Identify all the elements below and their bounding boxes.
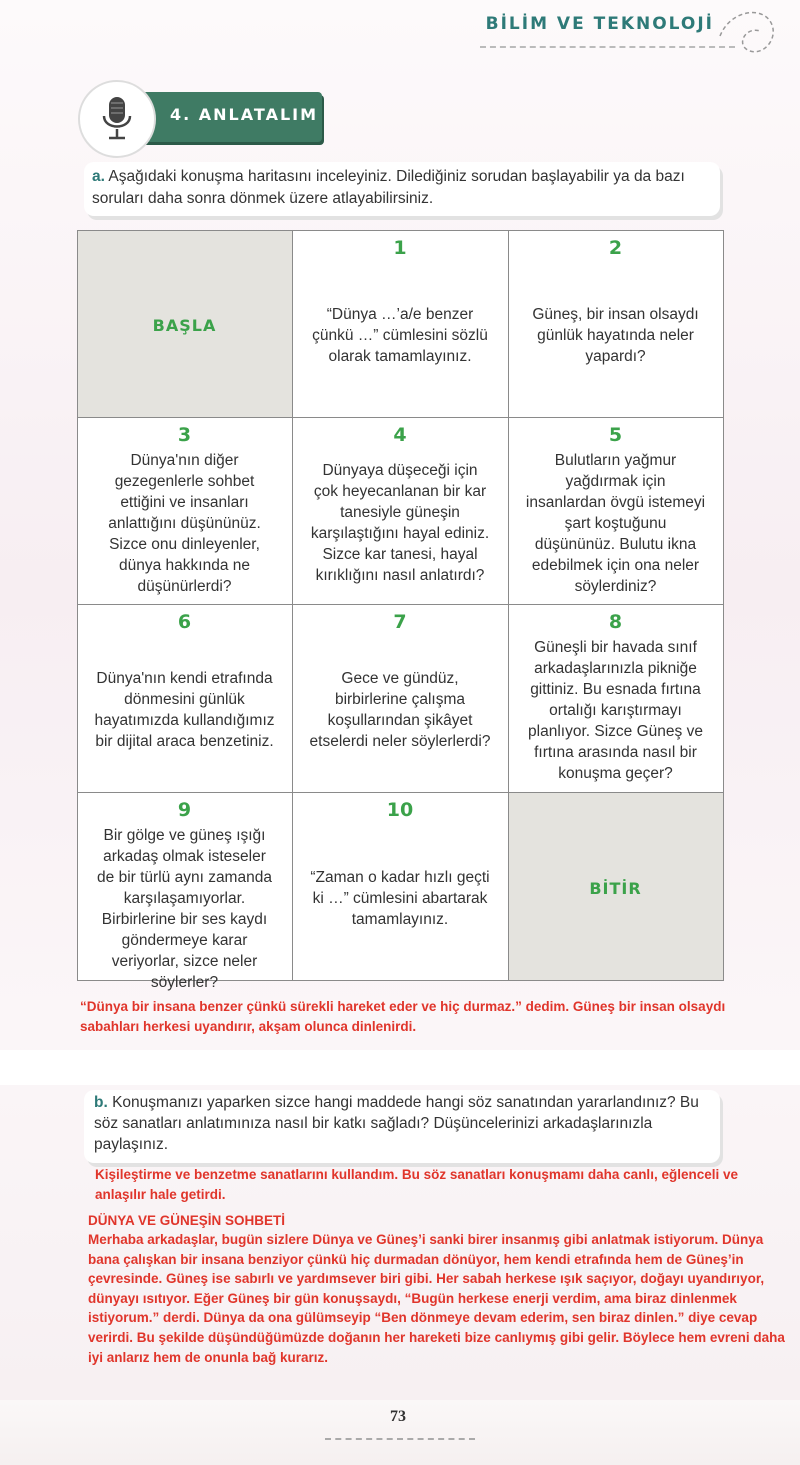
cell-number: 7 bbox=[393, 610, 407, 633]
divider-strip bbox=[0, 1050, 800, 1085]
cell-number: 9 bbox=[177, 798, 192, 821]
cell-text: Dünyaya düşeceği için çok heyecanlanan bir kar tanesiyle güneşin karşılaştığını hayal ediniz. Sizce kar tanesi, hayal kırıklığını nasıl anlatırdı? bbox=[310, 461, 490, 584]
conversation-map-grid bbox=[77, 230, 723, 991]
cell-text: Dünya'nın kendi etrafında dönmesini günlük hayatımızda kullandığımız bir dijital araca benzetiniz. bbox=[94, 670, 275, 750]
footer-divider bbox=[325, 1438, 475, 1440]
cell-text: Güneş, bir insan olsaydı günlük hayatında neler yapardı? bbox=[532, 306, 699, 365]
cell-number: 8 bbox=[608, 610, 623, 633]
cell-number: 2 bbox=[608, 236, 623, 259]
end-cell bbox=[508, 792, 724, 981]
question-b-box bbox=[84, 1090, 720, 1163]
map-cell-2 bbox=[508, 230, 724, 418]
map-cell-4 bbox=[292, 417, 509, 605]
cell-text: “Zaman o kadar hızlı geçti ki …” cümlesini abartarak tamamlayınız. bbox=[310, 868, 490, 928]
start-cell bbox=[77, 230, 293, 418]
start-label: BAŞLA bbox=[152, 316, 217, 335]
map-cell-9 bbox=[77, 792, 293, 991]
cell-number: 6 bbox=[177, 610, 192, 633]
essay-body: Merhaba arkadaşlar, bugün sizlere Dünya ve Güneş’i sanki birer insanmış gibi anlatmak istiyorum. Dünya bana çalışkan bir insana benziyor çünkü hiç durmadan dönüyor, hem kendi etrafında hem de Güneş’in çevresinde. Güneş ise sabırlı ve yardımsever biri gibi. Her sabah herkese ışık saçıyor, doğayı uyandırıyor, dünyayı ısıtıyor. Eğer Güneş bir gün konuşsaydı, “Bugün herkese enerji verdim, ama biraz dinlenmek istiyorum.” derdi. Dünya da ona gülümseyip “Ben dönmeye devam ederim, sen biraz dinlen.” diye cevap verirdi. Bu şekilde düşündüğümüzde doğanın her hareketi bize canlıymış gibi gelir. Böylece hem evreni daha iyi anlarız hem de onunla bağ kurarız. bbox=[88, 1232, 785, 1365]
map-cell-3 bbox=[77, 417, 293, 605]
cell-text: Güneşli bir havada sınıf arkadaşlarınızla pikniğe gittiniz. Bu esnada fırtına ortalığı karıştırmayı planlıyor. Sizce Güneş ve fırtına arasında nasıl bir konuşma geçer? bbox=[528, 638, 703, 782]
question-a-letter: a. bbox=[92, 168, 105, 185]
map-cell-7 bbox=[292, 604, 509, 793]
question-a-box bbox=[84, 162, 720, 216]
question-a-text: Aşağıdaki konuşma haritasını inceleyiniz. Dilediğiniz sorudan başlayabilir ya da bazı soruları daha sonra dönmek üzere atlayabilirsiniz. bbox=[92, 168, 685, 207]
map-cell-6 bbox=[77, 604, 293, 793]
header-title: BİLİM VE TEKNOLOJİ bbox=[485, 14, 714, 34]
cell-text: Bir gölge ve güneş ışığı arkadaş olmak isteseler de bir türlü aynı zamanda karşılaşamıyorlar. Birbirlerine bir ses kaydı göndermeye karar veriyorlar, sizce neler söylerler? bbox=[97, 826, 272, 991]
section-title: 4. ANLATALIM bbox=[170, 105, 319, 124]
page-number: 73 bbox=[390, 1408, 406, 1425]
cell-text: “Dünya …’a/e benzer çünkü …” cümlesini sözlü olarak tamamlayınız. bbox=[312, 306, 488, 365]
answer-b-text: Kişileştirme ve benzetme sanatlarını kullandım. Bu söz sanatları konuşmamı daha canlı, eğlenceli ve anlaşılır hale getirdi. bbox=[95, 1167, 738, 1202]
cell-number: 5 bbox=[608, 423, 623, 446]
cell-number: 1 bbox=[393, 236, 407, 259]
essay-title: DÜNYA VE GÜNEŞİN SOHBETİ bbox=[88, 1213, 286, 1228]
map-cell-10 bbox=[292, 792, 509, 981]
cell-number: 3 bbox=[177, 423, 192, 446]
answer-a-text: “Dünya bir insana benzer çünkü sürekli hareket eder ve hiç durmaz.” dedim. Güneş bir insan olsaydı sabahları herkesi uyandırır, akşam olunca dinlenirdi. bbox=[80, 999, 726, 1034]
question-b-letter: b. bbox=[94, 1094, 108, 1111]
map-cell-1 bbox=[292, 230, 509, 418]
map-cell-5 bbox=[508, 417, 724, 605]
cell-text: Gece ve gündüz, birbirlerine çalışma koşullarından şikâyet etselerdi neler söylerlerdi? bbox=[309, 670, 491, 750]
cell-number: 10 bbox=[386, 798, 414, 821]
map-cell-8 bbox=[508, 604, 724, 793]
microphone-icon bbox=[78, 80, 156, 158]
cell-text: Dünya'nın diğer gezegenlerle sohbet ettiğini ve insanları anlattığını düşününüz. Sizce onu dinleyenler, dünya hakkında ne düşünürlerdi? bbox=[108, 451, 261, 595]
swirl-decoration-icon bbox=[715, 6, 785, 66]
cell-text: Bulutların yağmur yağdırmak için insanlardan övgü istemeyi şart koştuğunu düşününüz. Bulutu ikna edebilmek için ona neler söylerdiniz? bbox=[525, 451, 706, 595]
end-label: BİTİR bbox=[589, 878, 642, 898]
question-b-text: Konuşmanızı yaparken sizce hangi maddede hangi söz sanatından yararlandınız? Bu söz sanatları anlatımınıza nasıl bir katkı sağladı? Düşüncelerinizi arkadaşlarınızla paylaşınız. bbox=[94, 1094, 699, 1153]
header-divider bbox=[480, 46, 735, 48]
cell-number: 4 bbox=[393, 423, 407, 446]
